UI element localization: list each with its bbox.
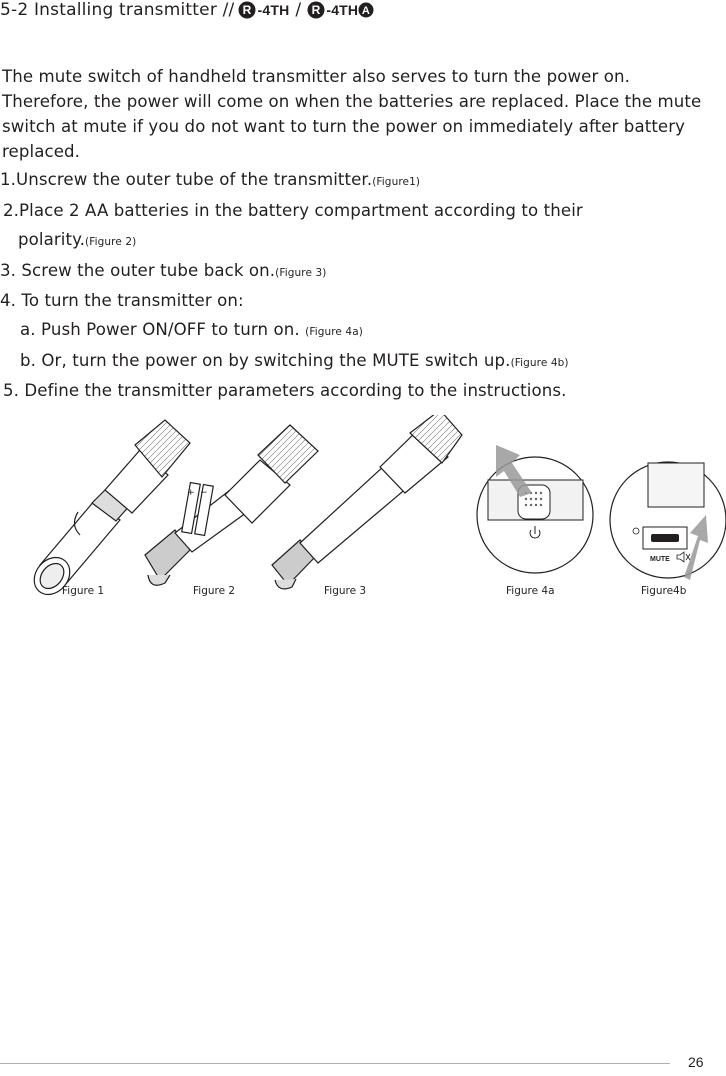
caption-figure-2: Figure 2 <box>193 585 236 597</box>
step-3: 3. Screw the outer tube back on.(Figure 3) <box>0 261 327 280</box>
step-2-continued: polarity.(Figure 2) <box>18 230 137 249</box>
logo-text-4th: -4TH <box>257 2 290 18</box>
step-2: 2.Place 2 AA batteries in the battery compartment according to their <box>3 201 583 220</box>
model-logo-4tha <box>307 1 375 19</box>
page-number: 26 <box>688 1054 704 1070</box>
caption-figure-4b: Figure4b <box>641 585 687 597</box>
figure-ref: (Figure 3) <box>275 267 327 279</box>
heading-text: 5-2 Installing transmitter // <box>0 0 235 20</box>
caption-figure-4a: Figure 4a <box>506 585 555 597</box>
step-5: 5. Define the transmitter parameters according to the instructions. <box>3 381 567 400</box>
model-logo-4th <box>238 1 289 19</box>
battery-minus-label: − <box>200 488 208 498</box>
intro-paragraph: The mute switch of handheld transmitter also serves to turn the power on. Therefore, the power will come on when the batteries are replaced. Place the mute switch at mute if you do not want to turn the power on immediately after battery replaced. <box>2 67 702 161</box>
r-logo-icon <box>307 1 325 19</box>
section-heading <box>0 0 379 20</box>
logo-badge-text: A <box>362 5 371 17</box>
figure-ref: (Figure 4a) <box>305 326 363 338</box>
svg-text:R: R <box>311 3 321 17</box>
r-logo-icon <box>238 1 256 19</box>
figure-ref: (Figure1) <box>372 176 421 188</box>
step-4: 4. To turn the transmitter on: <box>0 291 244 310</box>
caption-figure-3: Figure 3 <box>324 585 367 597</box>
mute-label: MUTE <box>650 556 670 563</box>
transmitter-illustrations <box>0 415 726 600</box>
logo-text-4tha: -4TH <box>326 2 359 18</box>
heading-separator: / <box>295 0 302 20</box>
step-4b: b. Or, turn the power on by switching the MUTE switch up.(Figure 4b) <box>20 351 569 370</box>
figure-ref: (Figure 2) <box>85 236 137 248</box>
a-badge-icon <box>358 2 374 18</box>
caption-figure-1: Figure 1 <box>62 585 105 597</box>
battery-plus-label: + <box>187 488 195 498</box>
figure-ref: (Figure 4b) <box>510 357 569 369</box>
step-1: 1.Unscrew the outer tube of the transmitter.(Figure1) <box>0 170 421 189</box>
svg-text:R: R <box>243 3 252 17</box>
footer-divider <box>0 1063 670 1064</box>
figure-4a-power-button <box>477 445 593 573</box>
step-4a: a. Push Power ON/OFF to turn on. (Figure 4a) <box>20 320 363 339</box>
figure-4b-mute-switch <box>610 462 726 580</box>
